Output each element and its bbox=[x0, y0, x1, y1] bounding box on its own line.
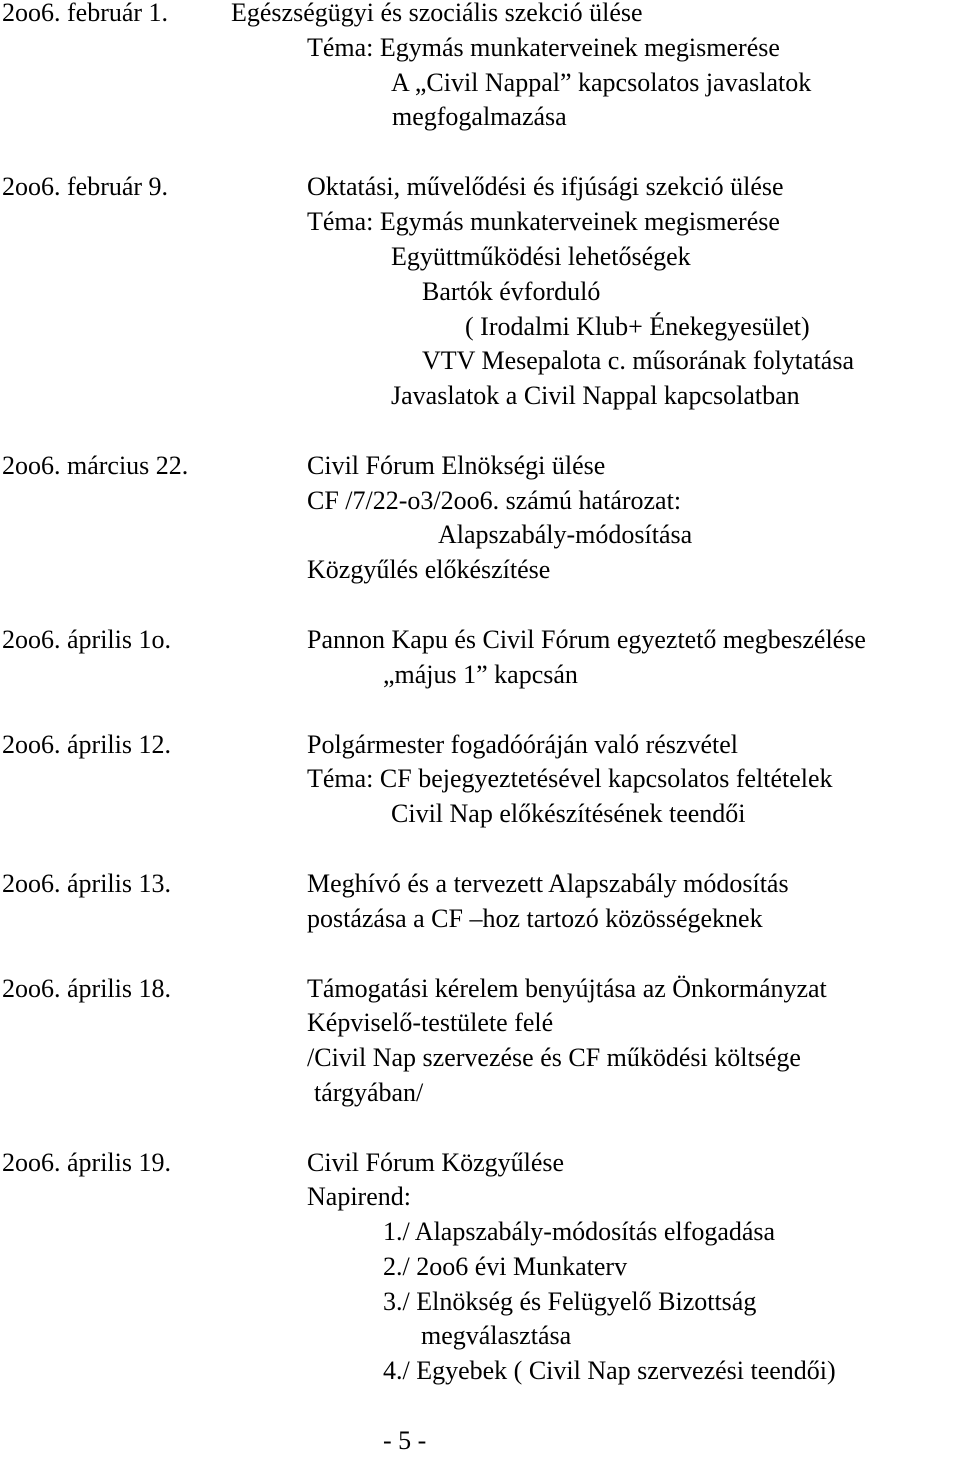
entry-date: 2oo6. február 1. bbox=[2, 0, 169, 27]
entry-line: Közgyűlés előkészítése bbox=[307, 555, 551, 584]
entry-date: 2oo6. március 22. bbox=[2, 451, 189, 480]
page-number: - 5 - bbox=[383, 1426, 427, 1455]
entry-line: Polgármester fogadóóráján való részvétel bbox=[307, 730, 738, 759]
entry-line: Egészségügyi és szociális szekció ülése bbox=[231, 0, 643, 27]
entry-line: Téma: CF bejegyeztetésével kapcsolatos feltételek bbox=[307, 764, 833, 793]
entry-line: Alapszabály-módosítása bbox=[438, 520, 693, 549]
entry-line: Bartók évforduló bbox=[422, 277, 601, 306]
entry-line: Civil Fórum Elnökségi ülése bbox=[307, 451, 606, 480]
entry-line: tárgyában/ bbox=[314, 1078, 424, 1107]
entry-line: 1./ Alapszabály-módosítás elfogadása bbox=[383, 1217, 776, 1246]
entry-line: /Civil Nap szervezése és CF működési költsége bbox=[307, 1043, 801, 1072]
entry-date: 2oo6. április 13. bbox=[2, 869, 171, 898]
entry-line: Napirend: bbox=[307, 1182, 411, 1211]
entry-line: Képviselő-testülete felé bbox=[307, 1008, 554, 1037]
entry-line: Civil Fórum Közgyűlése bbox=[307, 1148, 565, 1177]
entry-line: VTV Mesepalota c. műsorának folytatása bbox=[422, 346, 854, 375]
entry-line: 3./ Elnökség és Felügyelő Bizottság bbox=[383, 1287, 757, 1316]
entry-line: postázása a CF –hoz tartozó közösségeknek bbox=[307, 904, 763, 933]
entry-line: Támogatási kérelem benyújtása az Önkormányzat bbox=[307, 974, 827, 1003]
entry-line: Oktatási, művelődési és ifjúsági szekció ülése bbox=[307, 172, 784, 201]
entry-line: 2./ 2oo6 évi Munkaterv bbox=[383, 1252, 628, 1281]
entry-date: 2oo6. április 18. bbox=[2, 974, 171, 1003]
entry-date: 2oo6. április 1o. bbox=[2, 625, 171, 654]
entry-line: megfogalmazása bbox=[392, 102, 567, 131]
entry-date: 2oo6. április 12. bbox=[2, 730, 171, 759]
entry-line: Javaslatok a Civil Nappal kapcsolatban bbox=[391, 381, 800, 410]
entry-line: „május 1” kapcsán bbox=[383, 660, 578, 689]
entry-line: Együttműködési lehetőségek bbox=[391, 242, 691, 271]
entry-line: Meghívó és a tervezett Alapszabály módosítás bbox=[307, 869, 789, 898]
entry-line: A „Civil Nappal” kapcsolatos javaslatok bbox=[391, 68, 812, 97]
entry-line: Pannon Kapu és Civil Fórum egyeztető megbeszélése bbox=[307, 625, 866, 654]
entry-line: Téma: Egymás munkaterveinek megismerése bbox=[307, 33, 780, 62]
entry-line: megválasztása bbox=[421, 1321, 572, 1350]
entry-line: CF /7/22-o3/2oo6. számú határozat: bbox=[307, 486, 682, 515]
entry-line: 4./ Egyebek ( Civil Nap szervezési teendői) bbox=[383, 1356, 836, 1385]
entry-line: Téma: Egymás munkaterveinek megismerése bbox=[307, 207, 780, 236]
entry-line: ( Irodalmi Klub+ Énekegyesület) bbox=[465, 312, 810, 341]
entry-line: Civil Nap előkészítésének teendői bbox=[391, 799, 746, 828]
entry-date: 2oo6. február 9. bbox=[2, 172, 169, 201]
entry-date: 2oo6. április 19. bbox=[2, 1148, 171, 1177]
